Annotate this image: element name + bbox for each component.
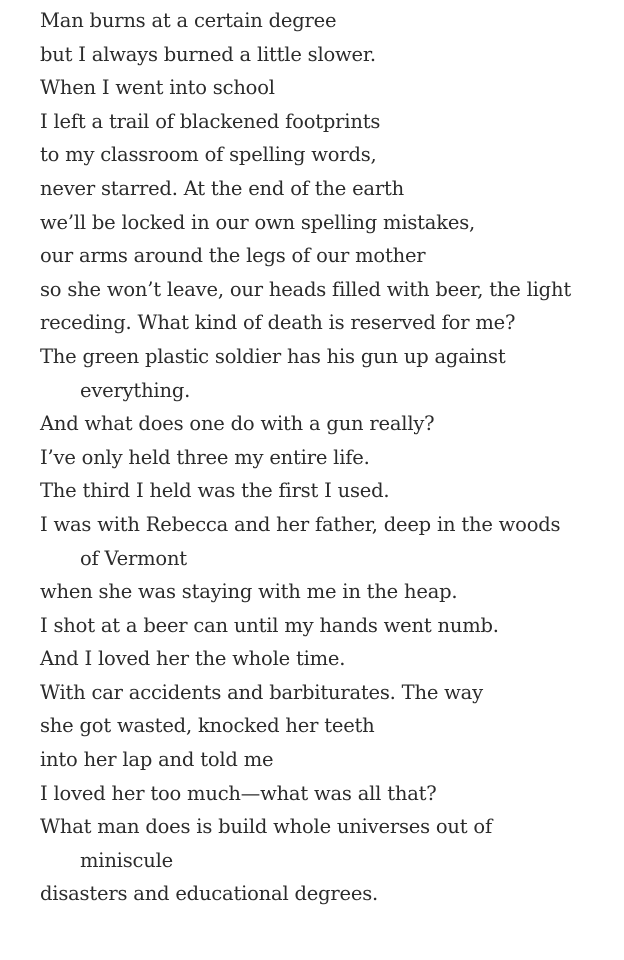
poem-line: when she was staying with me in the heap. xyxy=(40,580,458,604)
poem-line: What man does is build whole universes out of xyxy=(40,815,492,839)
poem-line: into her lap and told me xyxy=(40,748,274,772)
poem-line-continuation: of Vermont xyxy=(80,546,187,570)
poem-line: I was with Rebecca and her father, deep in the woods xyxy=(40,512,561,536)
poem-line: And what does one do with a gun really? xyxy=(40,412,435,436)
poem-line-continuation: miniscule xyxy=(80,848,173,872)
poem-line: With car accidents and barbiturates. The way xyxy=(40,680,483,704)
poem-line: Man burns at a certain degree xyxy=(40,9,337,32)
poem-line-continuation: everything. xyxy=(80,378,191,402)
poem-line: I shot at a beer can until my hands went numb. xyxy=(40,613,499,637)
poem-body xyxy=(40,4,616,911)
poem-line: I loved her too much—what was all that? xyxy=(40,781,437,805)
poem-line: When I went into school xyxy=(40,76,275,100)
poem-line: so she won’t leave, our heads filled with beer, the light xyxy=(40,277,571,301)
poem-line: but I always burned a little slower. xyxy=(40,42,376,66)
poem-line: The green plastic soldier has his gun up against xyxy=(40,344,506,368)
poem-line: The third I held was the first I used. xyxy=(40,479,390,503)
poem-line: I left a trail of blackened footprints xyxy=(40,109,381,133)
poem-line: never starred. At the end of the earth xyxy=(40,176,404,200)
poem-line: And I loved her the whole time. xyxy=(40,647,346,671)
poem-line: I’ve only held three my entire life. xyxy=(40,445,370,469)
poem-line: disasters and educational degrees. xyxy=(40,882,379,906)
poem-line: we’ll be locked in our own spelling mistakes, xyxy=(40,210,475,234)
poem-line: she got wasted, knocked her teeth xyxy=(40,714,375,738)
poem-line: receding. What kind of death is reserved for me? xyxy=(40,311,516,335)
poem-line: to my classroom of spelling words, xyxy=(40,143,377,167)
poem-line: our arms around the legs of our mother xyxy=(40,244,426,268)
